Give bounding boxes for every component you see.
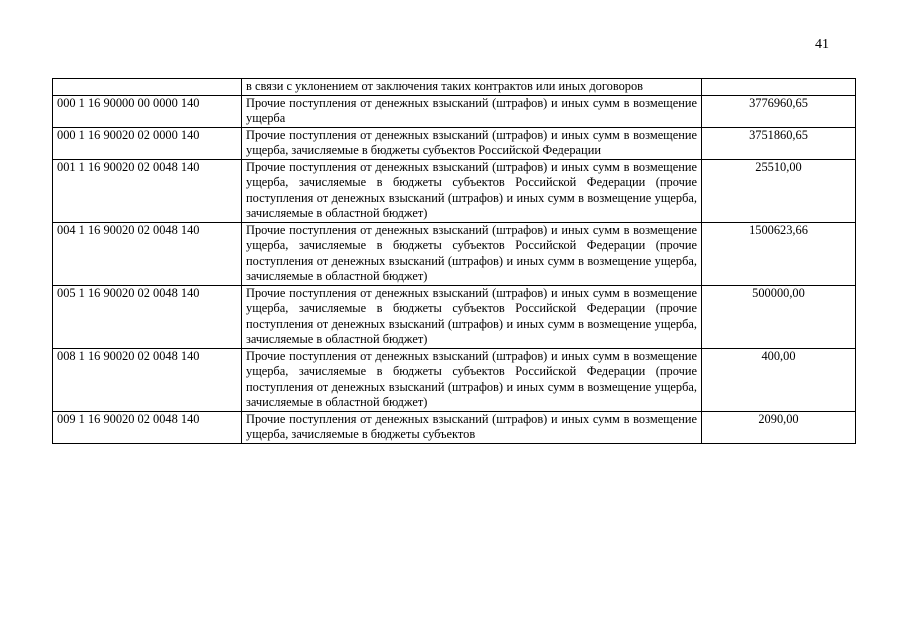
amount-cell: 25510,00: [702, 159, 856, 222]
budget-code-cell: 005 1 16 90020 02 0048 140: [53, 285, 242, 348]
revenue-name-cell: Прочие поступления от денежных взысканий (штрафов) и иных сумм в возмещение ущерба: [242, 95, 702, 127]
budget-code-cell: 008 1 16 90020 02 0048 140: [53, 348, 242, 411]
budget-code-cell: 001 1 16 90020 02 0048 140: [53, 159, 242, 222]
revenue-name-cell: в связи с уклонением от заключения таких контрактов или иных договоров: [242, 79, 702, 96]
table-row: [53, 222, 856, 285]
revenue-name-cell: Прочие поступления от денежных взысканий (штрафов) и иных сумм в возмещение ущерба, зачисляемые в бюджеты субъектов Российской Федерации (прочие поступления от денежных взысканий (штрафов) и иных сумм в возмещение ущерба, зачисляемые в областной бюджет): [242, 159, 702, 222]
page-number: 41: [815, 37, 829, 52]
revenue-name-cell: Прочие поступления от денежных взысканий (штрафов) и иных сумм в возмещение ущерба, зачисляемые в бюджеты субъектов Российской Федерации (прочие поступления от денежных взысканий (штрафов) и иных сумм в возмещение ущерба, зачисляемые в областной бюджет): [242, 285, 702, 348]
table-row: [53, 95, 856, 127]
revenue-name-cell: Прочие поступления от денежных взысканий (штрафов) и иных сумм в возмещение ущерба, зачисляемые в бюджеты субъектов Российской Федерации (прочие поступления от денежных взысканий (штрафов) и иных сумм в возмещение ущерба, зачисляемые в областной бюджет): [242, 222, 702, 285]
table-row: [53, 285, 856, 348]
amount-cell: 3776960,65: [702, 95, 856, 127]
amount-cell: 3751860,65: [702, 127, 856, 159]
table-row: [53, 348, 856, 411]
amount-cell: 500000,00: [702, 285, 856, 348]
amount-cell: 400,00: [702, 348, 856, 411]
table-row: [53, 411, 856, 443]
table-row: [53, 127, 856, 159]
budget-code-cell: 009 1 16 90020 02 0048 140: [53, 411, 242, 443]
budget-code-cell: 000 1 16 90000 00 0000 140: [53, 95, 242, 127]
revenue-table: [52, 78, 856, 444]
budget-code-cell: 004 1 16 90020 02 0048 140: [53, 222, 242, 285]
revenue-name-cell: Прочие поступления от денежных взысканий (штрафов) и иных сумм в возмещение ущерба, зачисляемые в бюджеты субъектов Российской Федерации: [242, 127, 702, 159]
revenue-name-cell: Прочие поступления от денежных взысканий (штрафов) и иных сумм в возмещение ущерба, зачисляемые в бюджеты субъектов: [242, 411, 702, 443]
budget-code-cell: 000 1 16 90020 02 0000 140: [53, 127, 242, 159]
table-row: [53, 79, 856, 96]
revenue-name-cell: Прочие поступления от денежных взысканий (штрафов) и иных сумм в возмещение ущерба, зачисляемые в бюджеты субъектов Российской Федерации (прочие поступления от денежных взысканий (штрафов) и иных сумм в возмещение ущерба, зачисляемые в областной бюджет): [242, 348, 702, 411]
budget-code-cell: [53, 79, 242, 96]
amount-cell: [702, 79, 856, 96]
table-row: [53, 159, 856, 222]
amount-cell: 1500623,66: [702, 222, 856, 285]
amount-cell: 2090,00: [702, 411, 856, 443]
